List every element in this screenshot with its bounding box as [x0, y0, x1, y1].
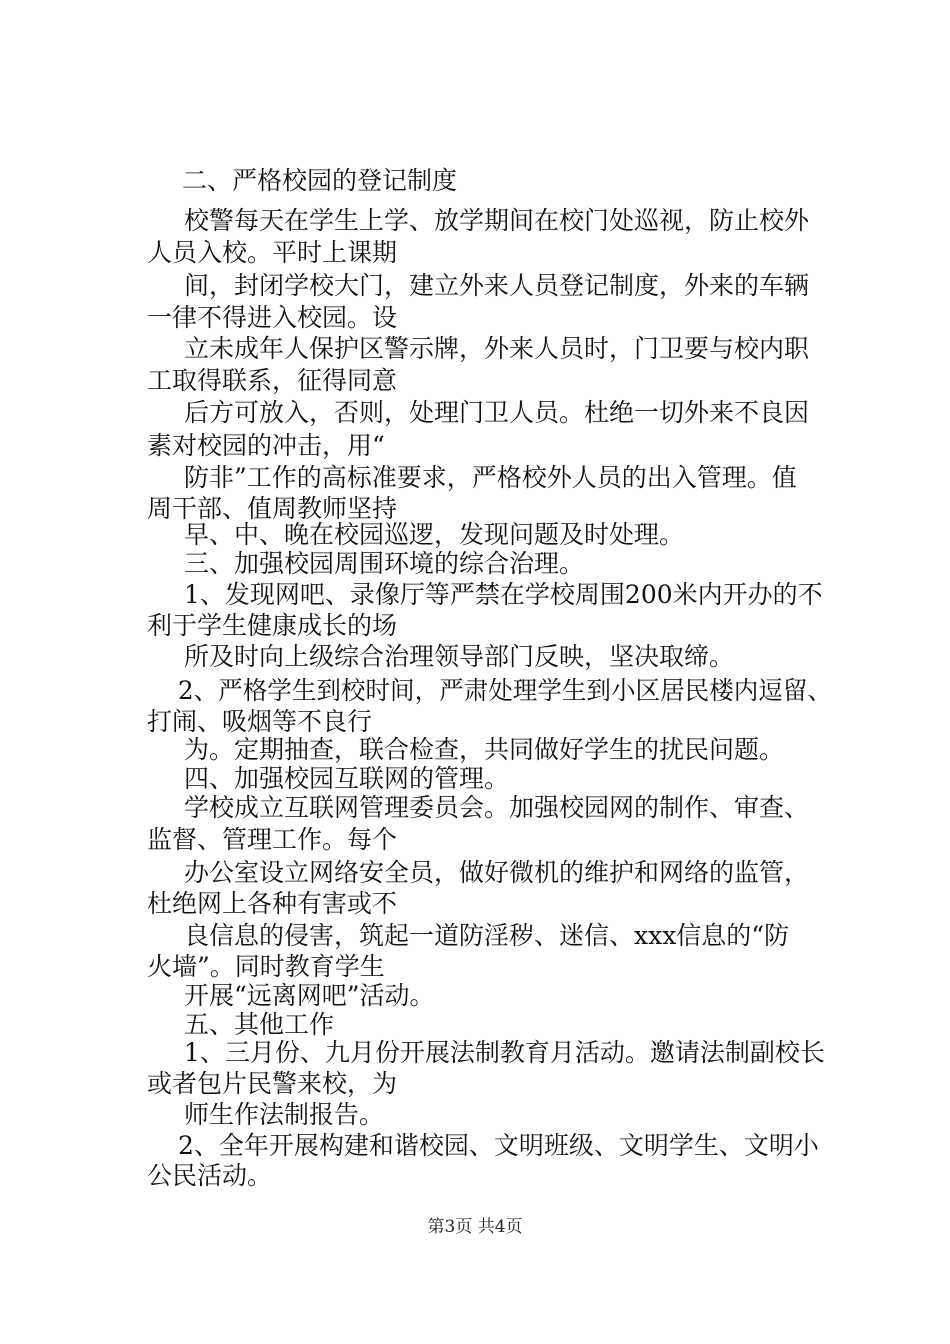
text-line: 打闹、吸烟等不良行	[147, 707, 373, 736]
text-line: 2、严格学生到校时间，严肃处理学生到小区居民楼内逗留、	[178, 676, 832, 705]
text-line: 1、发现网吧、录像厅等严禁在学校周围200米内开办的不	[184, 580, 823, 609]
text-line: 早、中、晚在校园巡逻，发现问题及时处理。	[184, 520, 685, 549]
text-line: 师生作法制报告。	[184, 1100, 385, 1129]
text-line: 一律不得进入校园。设	[147, 303, 398, 332]
text-line: 火墙”。同时教育学生	[147, 952, 385, 981]
text-line: 后方可放入，否则，处理门卫人员。杜绝一切外来不良因	[184, 398, 810, 427]
text-line: 所及时向上级综合治理领导部门反映，坚决取缔。	[184, 642, 735, 671]
page-number-footer: 第3页 共4页	[427, 1217, 523, 1237]
text-line: 周干部、值周教师坚持	[147, 494, 398, 523]
text-line: 五、其他工作	[184, 1010, 335, 1039]
text-line: 立未成年人保护区警示牌，外来人员时，门卫要与校内职	[184, 334, 810, 363]
text-line: 为。定期抽查，联合检查，共同做好学生的扰民问题。	[184, 735, 785, 764]
text-line: 利于学生健康成长的场	[147, 611, 398, 640]
text-line: 良信息的侵害，筑起一道防淫秽、迷信、xxx信息的“防	[184, 921, 790, 950]
text-line: 办公室设立网络安全员，做好微机的维护和网络的监管，	[184, 858, 810, 887]
text-line: 人员入校。平时上课期	[147, 238, 398, 267]
text-line: 二、严格校园的登记制度	[182, 166, 458, 195]
text-line: 1、三月份、九月份开展法制教育月活动。邀请法制副校长	[184, 1038, 825, 1067]
text-line: 校警每天在学生上学、放学期间在校门处巡视，防止校外	[184, 206, 810, 235]
text-line: 杜绝网上各种有害或不	[147, 889, 398, 918]
text-line: 工取得联系，征得同意	[147, 366, 398, 395]
text-line: 三、加强校园周围环境的综合治理。	[184, 549, 585, 578]
text-line: 监督、管理工作。每个	[147, 825, 398, 854]
text-line: 防非”工作的高标准要求，严格校外人员的出入管理。值	[184, 463, 797, 492]
text-line: 公民活动。	[147, 1161, 273, 1190]
text-line: 开展“远离网吧”活动。	[184, 981, 435, 1010]
text-line: 2、全年开展构建和谐校园、文明班级、文明学生、文明小	[178, 1131, 819, 1160]
text-line: 素对校园的冲击，用“	[147, 431, 385, 460]
text-line: 四、加强校园互联网的管理。	[184, 764, 510, 793]
text-line: 学校成立互联网管理委员会。加强校园网的制作、审查、	[184, 793, 810, 822]
text-line: 或者包片民警来校，为	[147, 1069, 398, 1098]
text-line: 间，封闭学校大门，建立外来人员登记制度，外来的车辆	[184, 271, 810, 300]
